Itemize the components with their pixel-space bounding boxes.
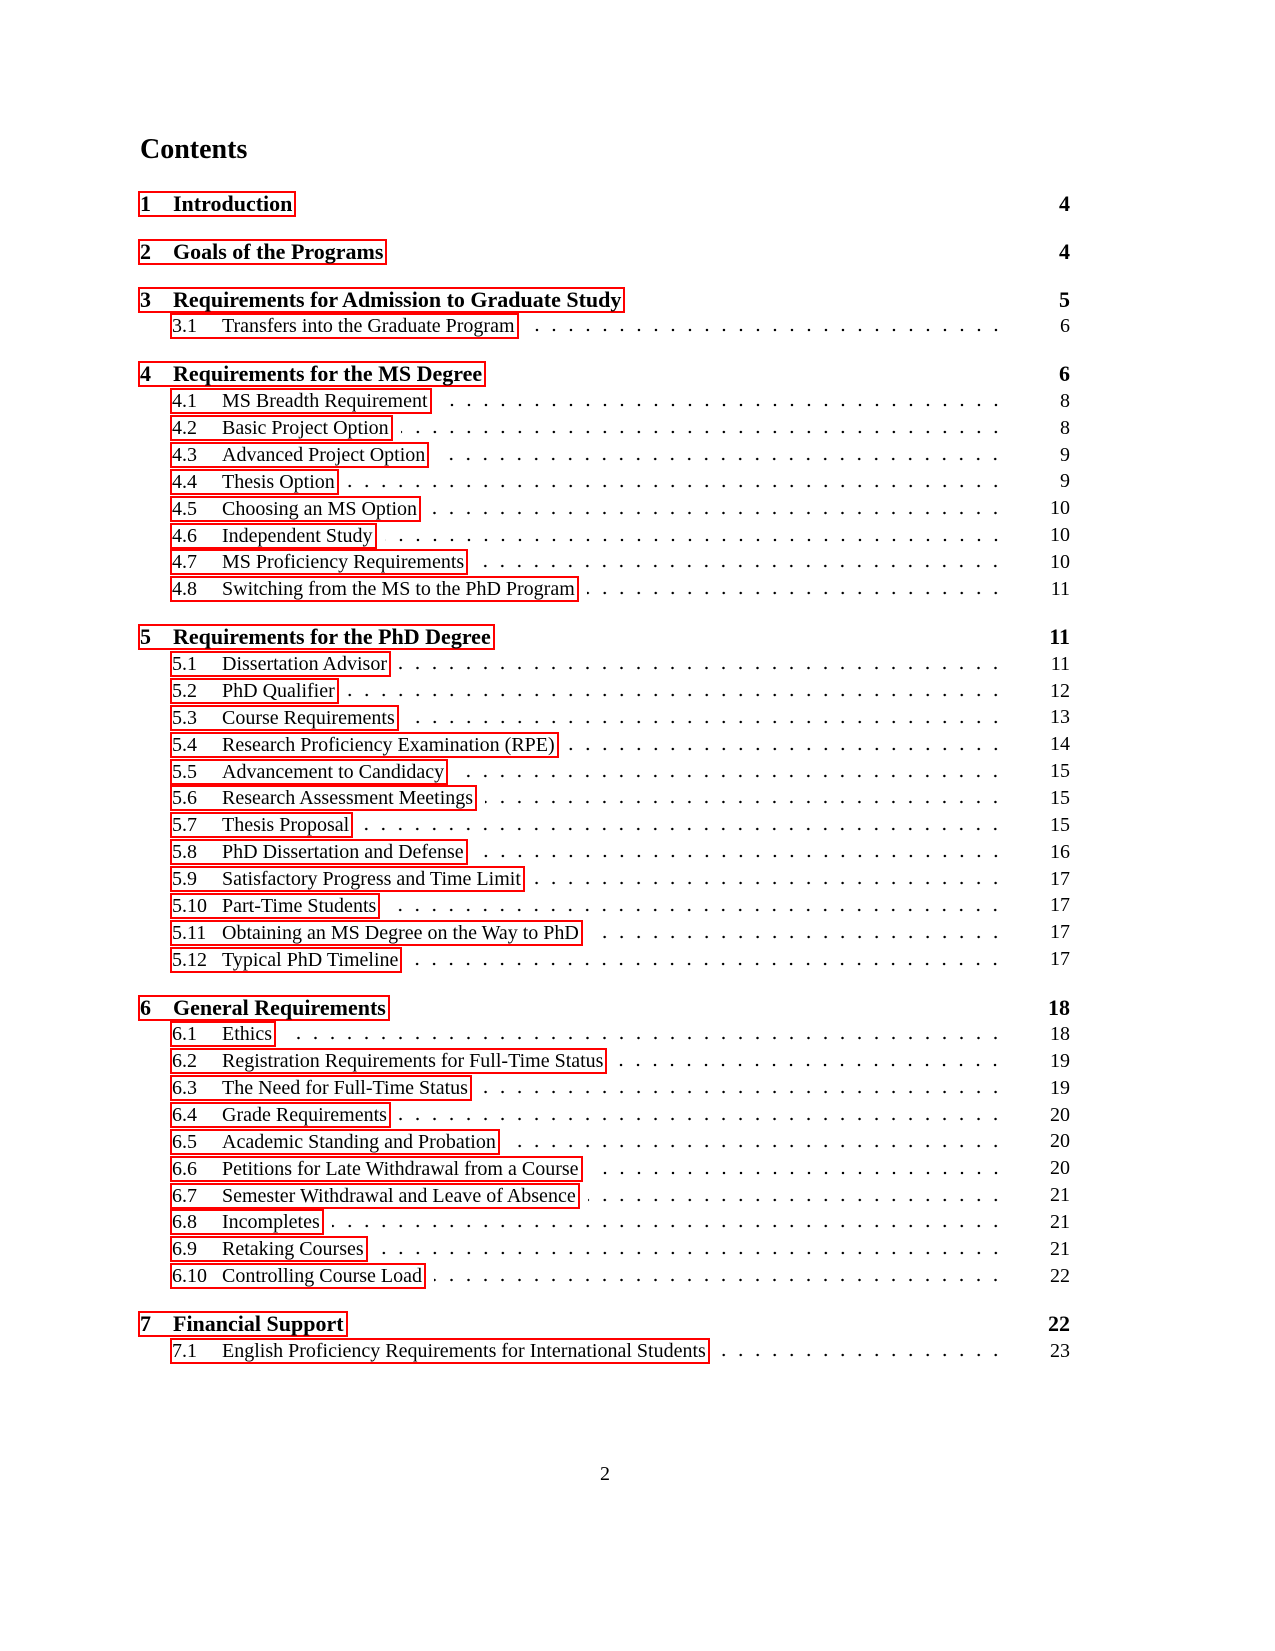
subsection-title: Incompletes (222, 1211, 320, 1234)
toc-section-row (138, 238, 1070, 265)
subsection-page-number: 11 (1050, 577, 1070, 600)
subsection-number: 6.2 (172, 1050, 197, 1073)
toc-subsection-link[interactable] (170, 549, 468, 575)
section-title: Requirements for Admission to Graduate Study (173, 286, 622, 312)
toc-subsection-link[interactable] (170, 759, 448, 785)
toc-subsection-link[interactable] (170, 313, 519, 339)
toc-section-row (138, 624, 1070, 651)
toc-subsection-row (138, 1075, 1070, 1102)
toc-subsection-link[interactable] (170, 496, 421, 522)
dot-leader (376, 1239, 1004, 1259)
subsection-title: Dissertation Advisor (222, 653, 387, 676)
dot-leader (591, 1159, 1004, 1179)
toc-subsection-row (138, 522, 1070, 549)
subsection-title: PhD Dissertation and Defense (222, 841, 464, 864)
toc-subsection-row (138, 549, 1070, 576)
dot-leader (399, 1105, 1004, 1125)
subsection-page-number: 9 (1060, 470, 1070, 493)
subsection-number: 5.8 (172, 841, 197, 864)
dot-leader (388, 896, 1004, 916)
toc-subsection-link[interactable] (170, 1156, 583, 1182)
subsection-page-number: 10 (1050, 497, 1070, 520)
toc-subsection-link[interactable] (170, 866, 525, 892)
toc-subsection-link[interactable] (170, 1338, 710, 1364)
subsection-number: 4.5 (172, 497, 197, 520)
subsection-number: 5.7 (172, 814, 197, 837)
subsection-title: Basic Project Option (222, 417, 389, 440)
subsection-number: 4.4 (172, 470, 197, 493)
toc-section-link[interactable] (138, 995, 390, 1021)
section-number: 6 (140, 994, 151, 1020)
toc-section-row (138, 994, 1070, 1021)
dot-leader (361, 815, 1004, 835)
section-title: Introduction (173, 190, 293, 216)
page-title: Contents (140, 134, 248, 165)
toc-subsection-row (138, 468, 1070, 495)
subsection-number: 5.2 (172, 680, 197, 703)
toc-subsection-row (138, 415, 1070, 442)
subsection-title: Controlling Course Load (222, 1265, 422, 1288)
section-title: Goals of the Programs (173, 238, 384, 264)
toc-subsection-link[interactable] (170, 1236, 368, 1262)
section-page-number: 22 (1048, 1311, 1070, 1337)
subsection-page-number: 12 (1050, 679, 1070, 702)
subsection-page-number: 20 (1050, 1157, 1070, 1180)
subsection-page-number: 14 (1050, 733, 1070, 756)
dot-leader (591, 923, 1004, 943)
toc-subsection-row (138, 1182, 1070, 1209)
toc-subsection-row (138, 1209, 1070, 1236)
dot-leader (527, 316, 1004, 336)
subsection-page-number: 15 (1050, 760, 1070, 783)
subsection-page-number: 21 (1050, 1210, 1070, 1233)
dot-leader (587, 579, 1004, 599)
subsection-title: Switching from the MS to the PhD Program (222, 578, 575, 601)
toc-subsection-link[interactable] (170, 388, 432, 414)
section-number: 3 (140, 286, 151, 312)
table-of-contents (138, 190, 1070, 1365)
toc-section-link[interactable] (138, 361, 486, 387)
subsection-page-number: 18 (1050, 1022, 1070, 1045)
subsection-title: MS Breadth Requirement (222, 390, 428, 413)
dot-leader (440, 391, 1004, 411)
dot-leader (410, 950, 1004, 970)
toc-subsection-link[interactable] (170, 1102, 391, 1128)
subsection-number: 6.10 (172, 1265, 207, 1288)
toc-section-link[interactable] (138, 287, 625, 313)
subsection-title: Academic Standing and Probation (222, 1130, 496, 1153)
dot-leader (485, 788, 1004, 808)
toc-subsection-link[interactable] (170, 732, 559, 758)
toc-subsection-row (138, 1338, 1070, 1365)
section-number: 4 (140, 361, 151, 387)
subsection-page-number: 17 (1050, 867, 1070, 890)
subsection-page-number: 21 (1050, 1237, 1070, 1260)
subsection-number: 5.1 (172, 653, 197, 676)
subsection-page-number: 20 (1050, 1103, 1070, 1126)
page-number: 2 (600, 1463, 610, 1485)
subsection-number: 6.7 (172, 1184, 197, 1207)
section-page-number: 4 (1059, 190, 1070, 216)
dot-leader (385, 526, 1004, 546)
toc-subsection-row (138, 785, 1070, 812)
subsection-title: Thesis Option (222, 470, 335, 493)
toc-subsection-link[interactable] (170, 812, 353, 838)
toc-section-link[interactable] (138, 624, 495, 650)
section-title: Financial Support (173, 1311, 344, 1337)
subsection-page-number: 17 (1050, 894, 1070, 917)
section-title: Requirements for the MS Degree (173, 361, 483, 387)
dot-leader (476, 552, 1004, 572)
toc-subsection-link[interactable] (170, 469, 339, 495)
toc-section-link[interactable] (138, 239, 387, 265)
toc-subsection-link[interactable] (170, 920, 583, 946)
toc-subsection-row (138, 1128, 1070, 1155)
section-page-number: 18 (1048, 994, 1070, 1020)
toc-subsection-row (138, 919, 1070, 946)
dot-leader (588, 1186, 1004, 1206)
toc-subsection-row (138, 1048, 1070, 1075)
toc-subsection-row (138, 576, 1070, 603)
subsection-title: Advancement to Candidacy (222, 760, 445, 783)
toc-subsection-row (138, 812, 1070, 839)
subsection-page-number: 10 (1050, 524, 1070, 547)
dot-leader (533, 869, 1004, 889)
toc-subsection-link[interactable] (170, 442, 429, 468)
subsection-title: PhD Qualifier (222, 680, 335, 703)
subsection-title: Ethics (222, 1023, 272, 1046)
subsection-page-number: 17 (1050, 948, 1070, 971)
subsection-page-number: 13 (1050, 706, 1070, 729)
subsection-title: Obtaining an MS Degree on the Way to PhD (222, 921, 579, 944)
subsection-number: 5.4 (172, 733, 197, 756)
toc-subsection-link[interactable] (170, 651, 391, 677)
toc-subsection-row (138, 1102, 1070, 1129)
subsection-page-number: 20 (1050, 1130, 1070, 1153)
subsection-title: Grade Requirements (222, 1104, 387, 1127)
toc-subsection-link[interactable] (170, 523, 377, 549)
toc-subsection-link[interactable] (170, 1075, 472, 1101)
toc-subsection-row (138, 946, 1070, 973)
subsection-title: Research Proficiency Examination (RPE) (222, 733, 555, 756)
toc-subsection-row (138, 388, 1070, 415)
subsection-number: 6.9 (172, 1238, 197, 1261)
subsection-number: 6.6 (172, 1157, 197, 1180)
toc-subsection-link[interactable] (170, 1129, 500, 1155)
section-title: General Requirements (173, 994, 386, 1020)
section-title: Requirements for the PhD Degree (173, 624, 491, 650)
subsection-page-number: 16 (1050, 840, 1070, 863)
subsection-number: 3.1 (172, 315, 197, 338)
dot-leader (284, 1024, 1004, 1044)
subsection-page-number: 17 (1050, 921, 1070, 944)
subsection-number: 4.1 (172, 390, 197, 413)
subsection-title: Semester Withdrawal and Leave of Absence (222, 1184, 576, 1207)
subsection-number: 6.8 (172, 1211, 197, 1234)
subsection-title: Retaking Courses (222, 1238, 364, 1261)
subsection-number: 4.6 (172, 524, 197, 547)
subsection-page-number: 22 (1050, 1264, 1070, 1287)
toc-subsection-row (138, 313, 1070, 340)
toc-subsection-row (138, 731, 1070, 758)
dot-leader (718, 1341, 1004, 1361)
subsection-page-number: 8 (1060, 389, 1070, 412)
subsection-number: 4.2 (172, 417, 197, 440)
subsection-number: 7.1 (172, 1340, 197, 1363)
dot-leader (567, 735, 1004, 755)
subsection-number: 4.7 (172, 551, 197, 574)
toc-subsection-link[interactable] (170, 1209, 324, 1235)
section-number: 1 (140, 190, 151, 216)
toc-subsection-row (138, 758, 1070, 785)
dot-leader (347, 472, 1004, 492)
subsection-title: Petitions for Late Withdrawal from a Course (222, 1157, 579, 1180)
subsection-number: 5.10 (172, 894, 207, 917)
subsection-number: 6.1 (172, 1023, 197, 1046)
subsection-title: Typical PhD Timeline (222, 948, 399, 971)
toc-subsection-row (138, 704, 1070, 731)
toc-subsection-row (138, 1021, 1070, 1048)
toc-section-row (138, 1311, 1070, 1338)
subsection-page-number: 21 (1050, 1184, 1070, 1207)
dot-leader (399, 654, 1004, 674)
subsection-page-number: 15 (1050, 813, 1070, 836)
subsection-title: English Proficiency Requirements for International Students (222, 1340, 706, 1363)
toc-subsection-row (138, 1263, 1070, 1290)
subsection-title: Part-Time Students (222, 894, 377, 917)
toc-section-link[interactable] (138, 191, 296, 217)
subsection-title: MS Proficiency Requirements (222, 551, 465, 574)
subsection-title: Course Requirements (222, 706, 395, 729)
subsection-number: 4.8 (172, 578, 197, 601)
subsection-number: 5.11 (172, 921, 207, 944)
subsection-title: Choosing an MS Option (222, 497, 418, 520)
dot-leader (456, 762, 1004, 782)
toc-subsection-link[interactable] (170, 705, 399, 731)
subsection-page-number: 19 (1050, 1076, 1070, 1099)
subsection-number: 5.3 (172, 706, 197, 729)
subsection-page-number: 11 (1050, 652, 1070, 675)
dot-leader (401, 418, 1004, 438)
dot-leader (434, 1266, 1004, 1286)
subsection-page-number: 6 (1060, 314, 1070, 337)
subsection-page-number: 9 (1060, 443, 1070, 466)
toc-section-link[interactable] (138, 1311, 348, 1337)
toc-subsection-link[interactable] (170, 678, 339, 704)
subsection-page-number: 8 (1060, 416, 1070, 439)
toc-subsection-link[interactable] (170, 893, 380, 919)
subsection-number: 5.6 (172, 787, 197, 810)
subsection-page-number: 15 (1050, 786, 1070, 809)
dot-leader (615, 1051, 1004, 1071)
subsection-number: 6.5 (172, 1130, 197, 1153)
subsection-title: Independent Study (222, 524, 373, 547)
subsection-title: The Need for Full-Time Status (222, 1077, 468, 1100)
subsection-page-number: 19 (1050, 1049, 1070, 1072)
dot-leader (480, 1078, 1004, 1098)
toc-subsection-link[interactable] (170, 1048, 607, 1074)
subsection-title: Advanced Project Option (222, 444, 426, 466)
toc-subsection-link[interactable] (170, 839, 468, 865)
subsection-number: 6.3 (172, 1077, 197, 1100)
toc-subsection-link[interactable] (170, 785, 477, 811)
dot-leader (407, 708, 1004, 728)
dot-leader (476, 842, 1004, 862)
subsection-page-number: 23 (1050, 1339, 1070, 1362)
toc-subsection-row (138, 866, 1070, 893)
subsection-page-number: 10 (1050, 550, 1070, 573)
subsection-number: 4.3 (172, 444, 197, 466)
dot-leader (332, 1212, 1004, 1232)
toc-section-row (138, 361, 1070, 388)
section-page-number: 11 (1049, 624, 1070, 650)
toc-subsection-link[interactable] (170, 1021, 276, 1047)
toc-subsection-row (138, 678, 1070, 705)
subsection-number: 5.9 (172, 868, 197, 891)
toc-subsection-link[interactable] (170, 947, 402, 973)
subsection-title: Thesis Proposal (222, 814, 350, 837)
subsection-number: 5.5 (172, 760, 197, 783)
toc-subsection-row (138, 1236, 1070, 1263)
subsection-number: 5.12 (172, 948, 207, 971)
toc-subsection-row (138, 1155, 1070, 1182)
toc-subsection-row (138, 495, 1070, 522)
section-number: 7 (140, 1311, 151, 1337)
toc-subsection-row (138, 651, 1070, 678)
toc-subsection-link[interactable] (170, 415, 393, 441)
toc-subsection-row (138, 442, 1070, 469)
section-page-number: 6 (1059, 361, 1070, 387)
subsection-number: 6.4 (172, 1104, 197, 1127)
section-number: 5 (140, 624, 151, 650)
toc-subsection-link[interactable] (170, 1183, 580, 1209)
subsection-title: Registration Requirements for Full-Time Status (222, 1050, 604, 1073)
subsection-title: Research Assessment Meetings (222, 787, 474, 810)
dot-leader (347, 681, 1004, 701)
subsection-title: Satisfactory Progress and Time Limit (222, 868, 521, 891)
toc-subsection-row (138, 892, 1070, 919)
dot-leader (508, 1132, 1004, 1152)
toc-subsection-row (138, 839, 1070, 866)
toc-section-row (138, 286, 1070, 313)
toc-subsection-link[interactable] (170, 1263, 426, 1289)
section-page-number: 4 (1059, 238, 1070, 264)
section-number: 2 (140, 238, 151, 264)
dot-leader (437, 445, 1004, 465)
dot-leader (429, 499, 1004, 519)
toc-section-row (138, 190, 1070, 217)
section-page-number: 5 (1059, 286, 1070, 312)
subsection-title: Transfers into the Graduate Program (222, 315, 515, 338)
toc-subsection-link[interactable] (170, 576, 579, 602)
